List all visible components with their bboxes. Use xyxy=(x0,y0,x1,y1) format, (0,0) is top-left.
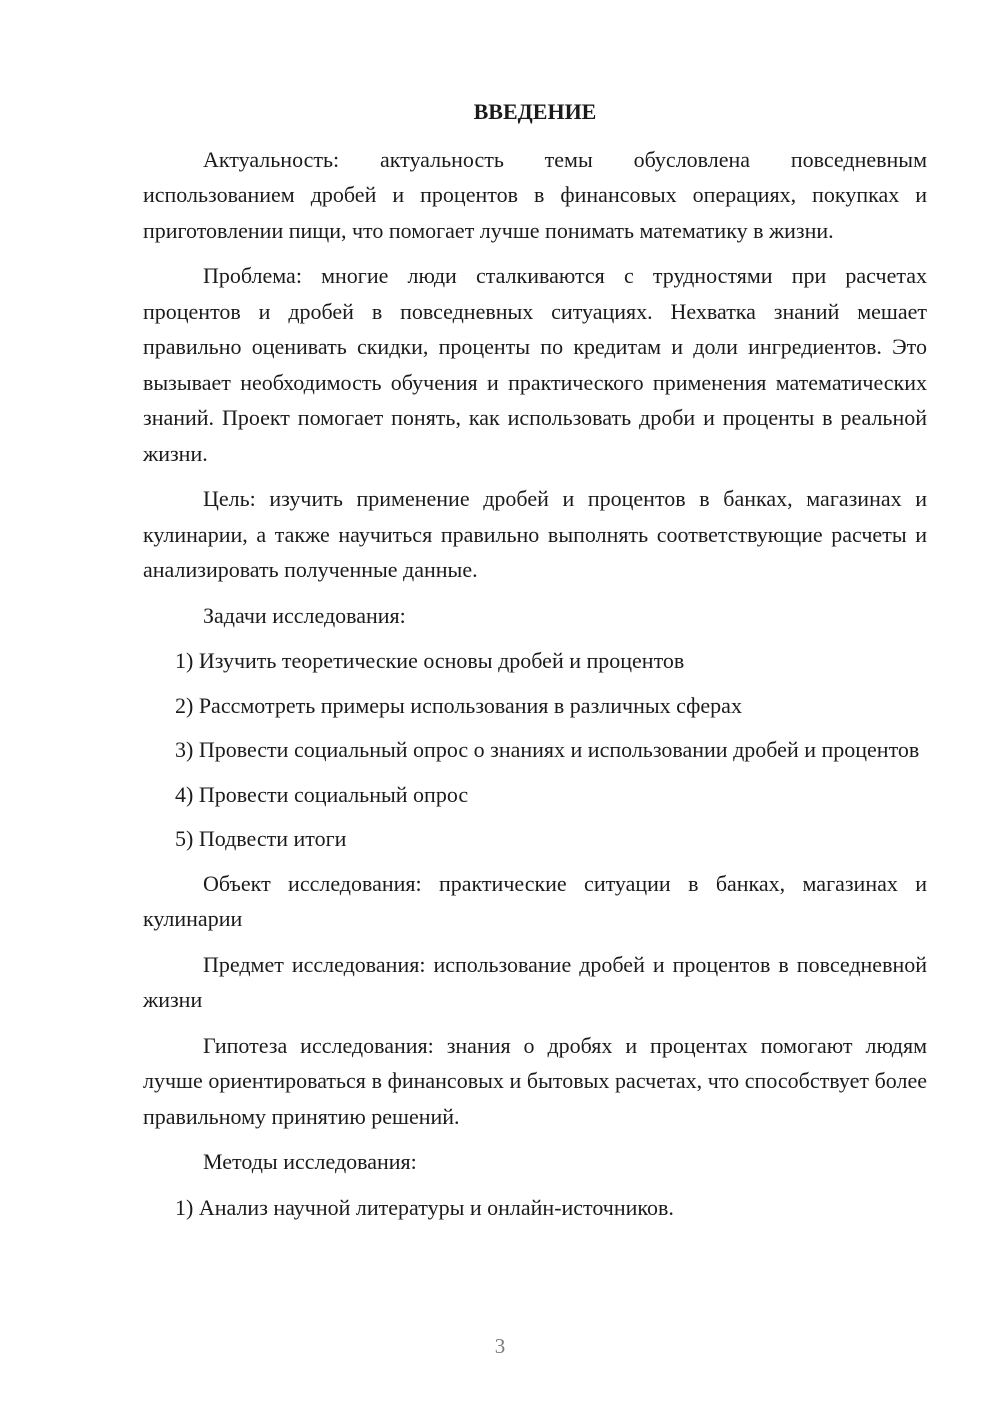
tasks-heading: Задачи исследования: xyxy=(203,602,406,628)
task-item-2: 2) Рассмотреть примеры использования в различных сферах xyxy=(175,692,742,718)
task-item-5: 5) Подвести итоги xyxy=(175,826,347,851)
page-number: 3 xyxy=(494,1334,506,1358)
task-item-3: 3) Провести социальный опрос о знаниях и использовании дробей и процентов xyxy=(175,737,920,762)
task-item-1: 1) Изучить теоретические основы дробей и процентов xyxy=(175,648,685,673)
document-title: ВВЕДЕНИЕ xyxy=(473,99,597,124)
object-paragraph: Объект исследования: практические ситуации в банках, магазинах и кулинарии xyxy=(143,870,927,931)
problem-paragraph: Проблема: многие люди сталкиваются с трудностями при расчетах процентов и дробей в повседневных ситуациях. Нехватка знаний мешает правильно оценивать скидки, проценты по кредитам и доли ингредиентов. Это вызывает необходимость обучения и практического применения математических знаний. Проект помогает понять, как использовать дроби и проценты в реальной жизни. xyxy=(143,263,927,466)
method-item-1: 1) Анализ научной литературы и онлайн-источников. xyxy=(175,1194,674,1220)
hypothesis-paragraph: Гипотеза исследования: знания о дробях и процентах помогают людям лучше ориентироваться в финансовых и бытовых расчетах, что способствует более правильному принятию решений. xyxy=(143,1032,927,1129)
relevance-paragraph: Актуальность: актуальность темы обусловлена повседневным использованием дробей и процентов в финансовых операциях, покупках и приготовлении пищи, что помогает лучше понимать математику в жизни. xyxy=(143,146,927,243)
document-page xyxy=(143,94,927,1234)
subject-paragraph: Предмет исследования: использование дробей и процентов в повседневной жизни xyxy=(143,951,927,1012)
goal-paragraph: Цель: изучить применение дробей и процентов в банках, магазинах и кулинарии, а также научиться правильно выполнять соответствующие расчеты и анализировать полученные данные. xyxy=(143,486,927,582)
task-item-4: 4) Провести социальный опрос xyxy=(175,781,469,807)
methods-heading: Методы исследования: xyxy=(203,1149,417,1174)
